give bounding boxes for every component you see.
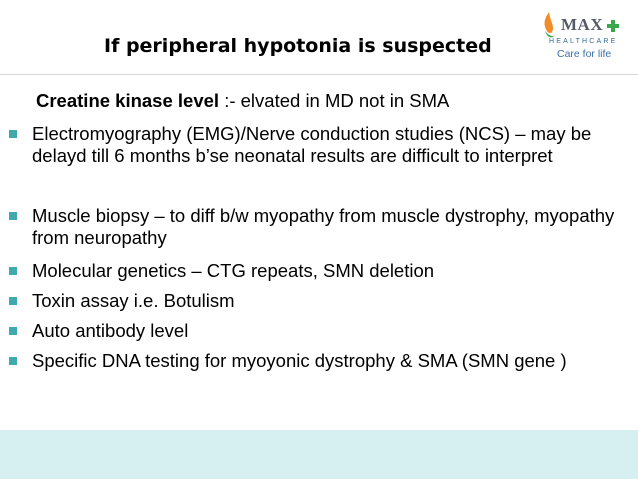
bullet-square-icon — [9, 267, 17, 275]
bullet-square-icon — [9, 297, 17, 305]
bullet-square-icon — [9, 212, 17, 220]
logo-subtitle: HEALTHCARE — [549, 38, 618, 45]
max-healthcare-logo — [535, 6, 633, 68]
bullet-square-icon — [9, 130, 17, 138]
logo-wordmark: MAX — [561, 15, 604, 34]
bullet-square-icon — [9, 357, 17, 365]
logo-tagline: Care for life — [557, 48, 612, 60]
slide-title: If peripheral hypotonia is suspected — [104, 35, 492, 57]
bullet-text: Molecular genetics – CTG repeats, SMN deletion — [32, 260, 435, 281]
medical-cross-icon — [607, 20, 619, 32]
subhead-lead: Creatine kinase level — [36, 90, 220, 111]
subhead-detail: :- elvated in MD not in SMA — [219, 90, 450, 111]
bullet-text: Electromyography (EMG)/Nerve conduction studies (NCS) – may be delayd till 6 months b’se neonatal results are difficult to interpret — [32, 123, 592, 166]
bullet-text: Toxin assay i.e. Botulism — [32, 290, 235, 311]
footer-band — [0, 430, 638, 479]
bullet-text: Auto antibody level — [32, 320, 189, 341]
bullet-square-icon — [9, 327, 17, 335]
flame-icon — [541, 11, 557, 41]
bullet-text: Muscle biopsy – to diff b/w myopathy from muscle dystrophy, myopathy from neuropathy — [32, 205, 615, 248]
title-divider — [0, 74, 638, 75]
creatine-kinase-line — [36, 88, 449, 114]
bullet-text: Specific DNA testing for myoyonic dystrophy & SMA (SMN gene ) — [32, 350, 567, 371]
